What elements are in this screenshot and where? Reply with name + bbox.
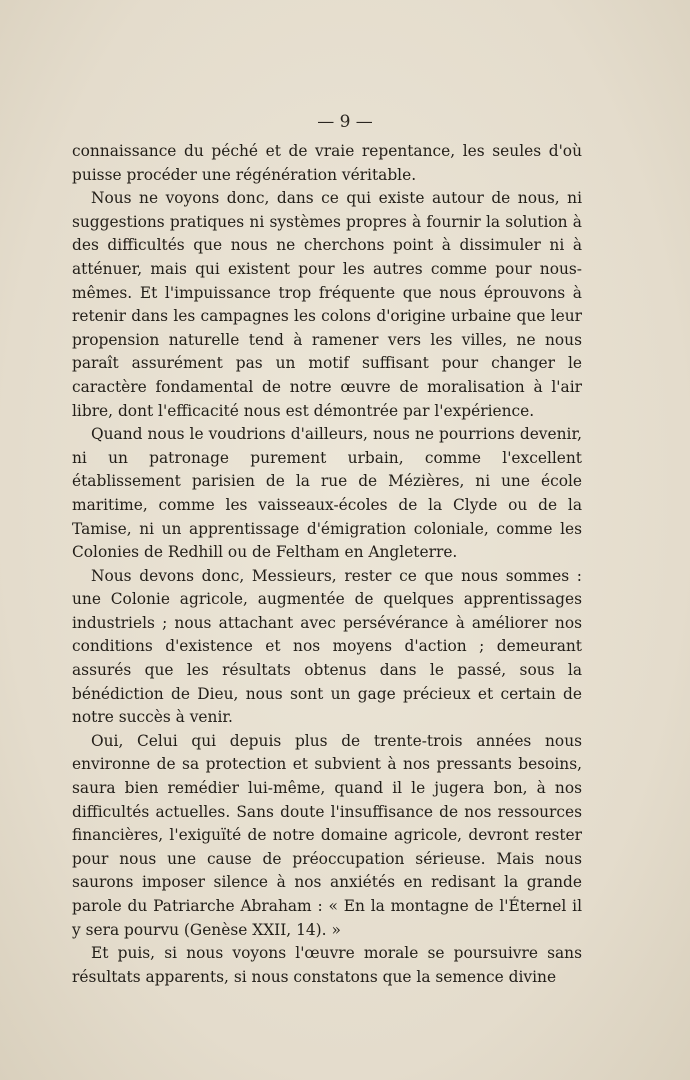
body-text xyxy=(72,140,582,989)
paragraph-6: Et puis, si nous voyons l'œuvre morale se poursuivre sans résultats apparents, si nous constatons que la semence divine xyxy=(72,944,582,986)
page-number: — 9 — xyxy=(317,112,373,132)
paragraph-3: Quand nous le voudrions d'ailleurs, nous ne pourrions devenir, ni un patronage purement urbain, comme l'excellent établissement parisien de la rue de Mézières, ni une école maritime, comme les vaisseaux-écoles de la Clyde ou de la Tamise, ni un apprentissage d'émigration coloniale, comme les Colonies de Redhill ou de Feltham en Angleterre. xyxy=(72,425,582,562)
paragraph-5: Oui, Celui qui depuis plus de trente-trois années nous environne de sa protection et subvient à nos pressants besoins, saura bien remédier lui-même, quand il le jugera bon, à nos difficultés actuelles. Sans doute l'insuffisance de nos ressources financières, l'exiguïté de notre domaine agricole, devront rester pour nous une cause de préoccupation sérieuse. Mais nous saurons imposer silence à nos anxiétés en redisant la grande parole du Patriarche Abraham : « En la montagne de l'Éternel il y sera pourvu (Genèse XXII, 14). » xyxy=(72,731,582,939)
paragraph-2: Nous ne voyons donc, dans ce qui existe autour de nous, ni suggestions pratiques ni systèmes propres à fournir la solution à des difficultés que nous ne cherchons point à dissimuler ni à atténuer, mais qui existent pour les autres comme pour nous-mêmes. Et l'impuissance trop fréquente que nous éprouvons à retenir dans les campagnes les colons d'origine urbaine que leur propension naturelle tend à ramener vers les villes, ne nous paraît assurément pas un motif suffisant pour changer le caractère fondamental de notre œuvre de moralisation à l'air libre, dont l'efficacité nous est démontrée par l'expérience. xyxy=(72,189,582,420)
paragraph-4: Nous devons donc, Messieurs, rester ce que nous sommes : une Colonie agricole, augmentée de quelques apprentissages industriels ; nous attachant avec persévérance à améliorer nos conditions d'existence et nos moyens d'action ; demeurant assurés que les résultats obtenus dans le passé, sous la bénédiction de Dieu, nous sont un gage précieux et certain de notre succès à venir. xyxy=(72,566,582,727)
paragraph-1: connaissance du péché et de vraie repentance, les seules d'où puisse procéder une régénération véritable. xyxy=(72,142,582,184)
